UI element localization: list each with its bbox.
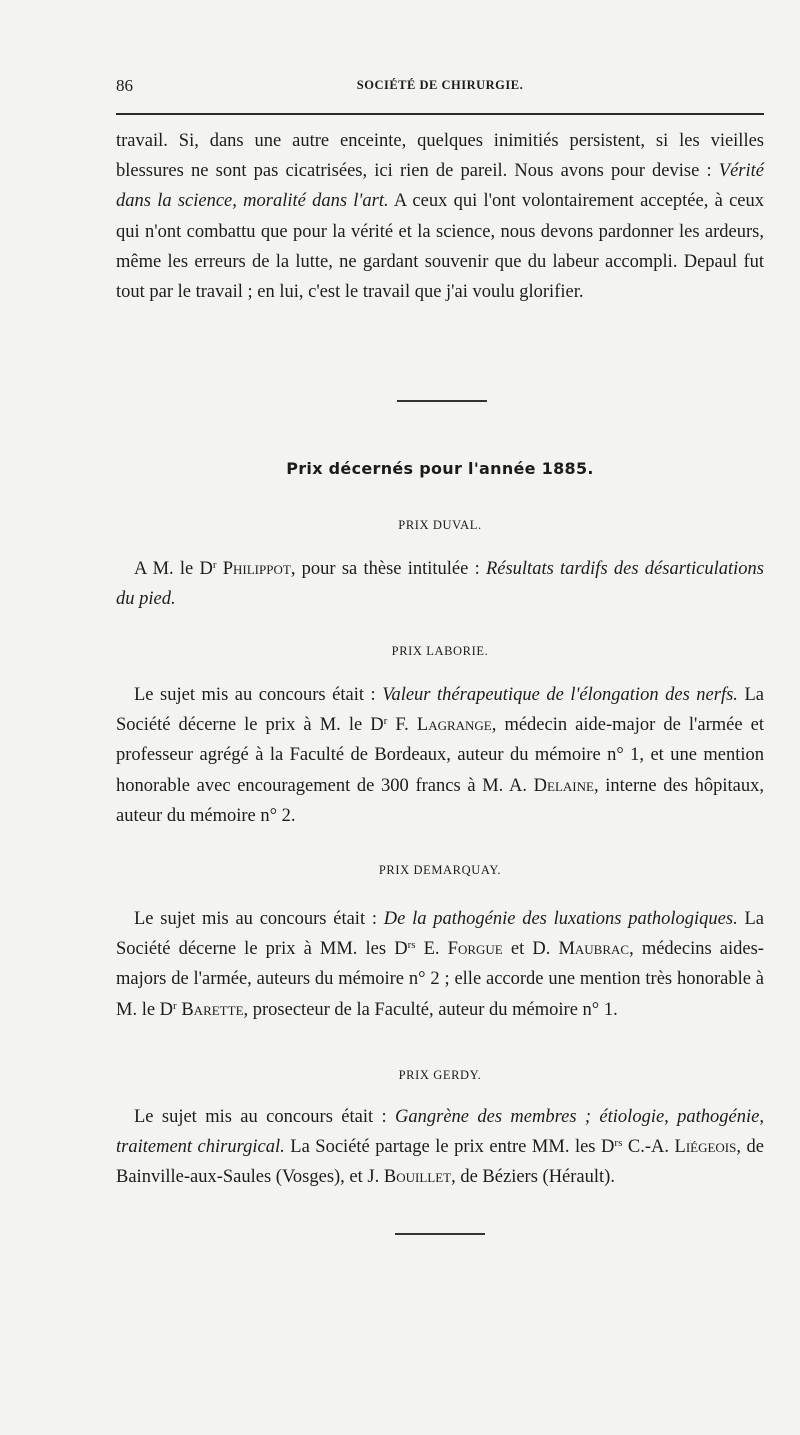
text: , prosecteur de la Faculté, auteur du mémoire n° 1.: [243, 999, 618, 1020]
separator-rule: [397, 400, 487, 402]
prize-heading-duval: PRIX DUVAL.: [398, 518, 482, 532]
prize-heading-demarquay: PRIX DEMARQUAY.: [378, 863, 502, 877]
text: A M. le D: [134, 559, 213, 579]
superscript: r: [173, 999, 177, 1012]
prize-paragraph-gerdy: [116, 1102, 764, 1193]
text: Le sujet mis au concours était :: [134, 909, 384, 929]
text: Le sujet mis au concours était :: [134, 685, 383, 705]
laureate-name: Philippot: [222, 559, 291, 579]
intro-paragraph: [116, 126, 764, 307]
text: et D.: [502, 939, 559, 960]
laureate-name: Maubrac: [558, 939, 630, 960]
text: , interne des hôpitaux, auteur du mémoire n° 2.: [116, 775, 764, 826]
laureate-name: Delaine: [533, 775, 594, 796]
intro-text-1: travail. Si, dans une autre enceinte, quelques inimitiés persistent, si les vieilles blessures ne sont pas cicatrisées, ici rien de pareil. Nous avons pour devise :: [116, 131, 764, 182]
prize-paragraph-duval: [116, 554, 764, 614]
text: , pour sa thèse intitulée :: [290, 559, 486, 579]
thesis-title: Résultats tardifs des désarticulations du pied.: [116, 559, 764, 610]
section-title: Prix décernés pour l'année 1885.: [286, 459, 594, 478]
superscript: rs: [614, 1137, 623, 1150]
text: La Société partage le prix entre MM. les D: [284, 1137, 615, 1158]
motto: Vérité dans la science, moralité dans l'art.: [116, 161, 764, 212]
superscript: r: [383, 715, 388, 728]
contest-subject: Gangrène des membres ; étiologie, pathogénie, traitement chirurgical.: [116, 1107, 764, 1158]
superscript: rs: [407, 939, 416, 952]
page-number: 86: [116, 76, 133, 95]
text: E.: [415, 939, 448, 960]
prize-paragraph-demarquay: [116, 904, 764, 1025]
header-rule: [116, 113, 764, 115]
text: C.-A.: [622, 1137, 675, 1158]
text: , médecins aides-majors de l'armée, auteurs du mémoire n° 2 ; elle accorde une mention très honorable à M. le D: [116, 939, 764, 1020]
contest-subject: De la pathogénie des luxations pathologiques.: [383, 909, 738, 929]
prize-heading-gerdy: PRIX GERDY.: [398, 1068, 482, 1082]
text: La Société décerne le prix à MM. les D: [116, 909, 764, 960]
page-header: [116, 76, 764, 102]
text: Le sujet mis au concours était :: [134, 1107, 396, 1127]
superscript: r: [212, 559, 217, 571]
contest-subject: Valeur thérapeutique de l'élongation des nerfs.: [382, 685, 738, 705]
laureate-name: Lagrange: [416, 715, 492, 736]
prize-paragraph-laborie: [116, 680, 764, 831]
laureate-name: Liégeois: [674, 1137, 737, 1158]
text: , médecin aide-major de l'armée et professeur agrégé à la Faculté de Bordeaux, auteur du mémoire n° 1, et une mention honorable avec encouragement de 300 francs à M. A.: [116, 715, 765, 796]
text: La Société décerne le prix à M. le D: [116, 685, 764, 736]
text: F.: [387, 715, 417, 736]
text: , de Bainville-aux-Saules (Vosges), et J.: [116, 1137, 764, 1188]
laureate-name: Bouillet: [383, 1167, 452, 1188]
running-title: SOCIÉTÉ DE CHIRURGIE.: [356, 78, 524, 92]
intro-text-2: A ceux qui l'ont volontairement acceptée, à ceux qui n'ont combattu que pour la vérité et la science, nous devons pardonner les ardeurs, même les erreurs de la lutte, ne gardant souvenir que du labeur accompli. Depaul fut tout par le travail ; en lui, c'est le travail que j'ai voulu glorifier.: [116, 191, 764, 303]
prize-heading-laborie: PRIX LABORIE.: [391, 644, 489, 658]
text: , de Béziers (Hérault).: [451, 1167, 615, 1188]
laureate-name: Forgue: [447, 939, 503, 960]
laureate-name: Barette: [181, 999, 244, 1020]
closing-rule: [395, 1233, 485, 1235]
